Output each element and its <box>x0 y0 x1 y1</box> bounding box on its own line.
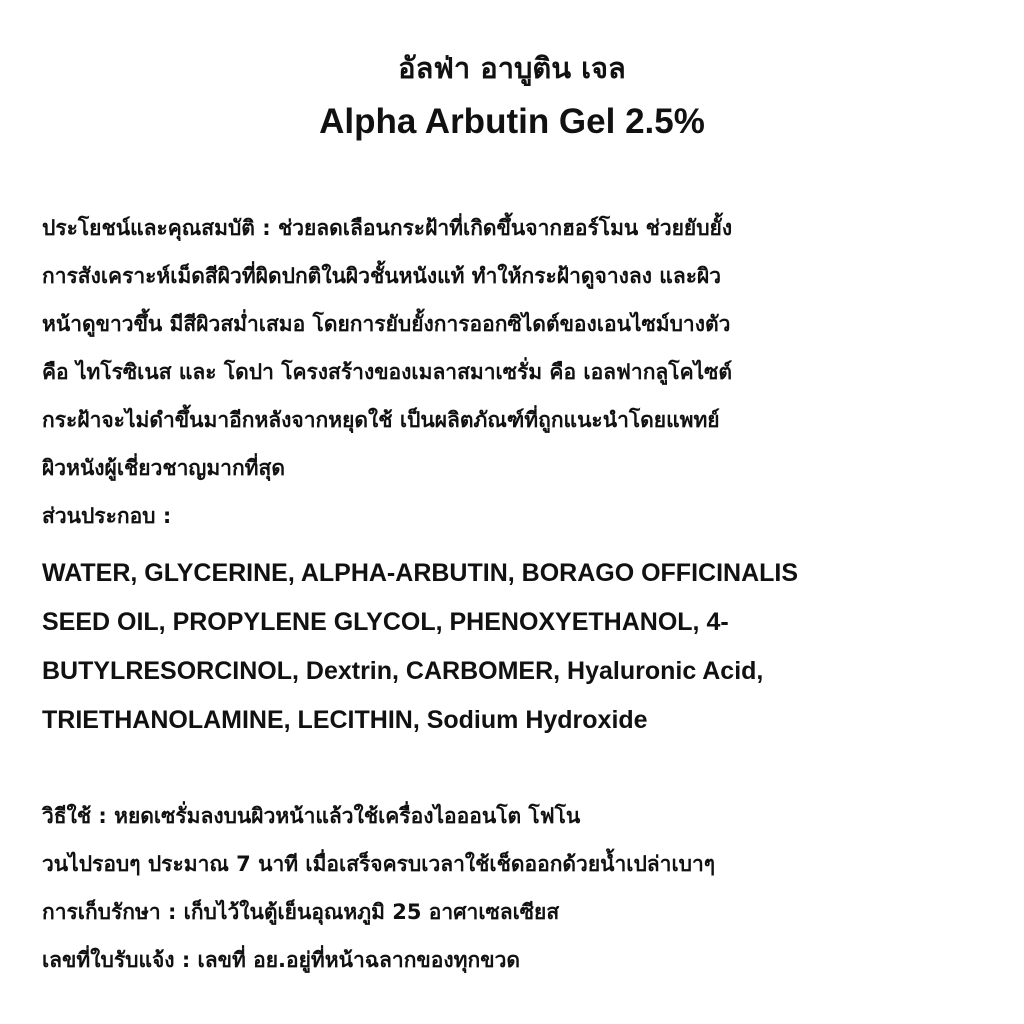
benefits-line: หน้าดูขาวขึ้น มีสีผิวสม่ำเสมอ โดยการยับยั้งการออกซิไดต์ของเอนไซม์บางตัว <box>42 312 731 336</box>
benefits-line: ประโยชน์และคุณสมบัติ : ช่วยลดเลือนกระฝ้าที่เกิดขึ้นจากฮอร์โมน ช่วยยับยั้ง <box>42 216 733 240</box>
ingredients-line: TRIETHANOLAMINE, LECITHIN, Sodium Hydroxide <box>42 706 648 734</box>
benefits-line: กระฝ้าจะไม่ดำขึ้นมาอีกหลังจากหยุดใช้ เป็นผลิตภัณฑ์ที่ถูกแนะนำโดยแพทย์ <box>42 408 720 432</box>
registration-number-line: เลขที่ใบรับแจ้ง : เลขที่ อย.อยู่ที่หน้าฉลากของทุกขวด <box>42 948 520 972</box>
product-title-thai: อัลฟ่า อาบูติน เจล <box>398 51 626 85</box>
usage-section <box>42 792 992 984</box>
benefits-section <box>42 204 992 540</box>
storage-line: การเก็บรักษา : เก็บไว้ในตู้เย็นอุณหภูมิ 25 อาศาเซลเซียส <box>42 900 560 924</box>
ingredients-line: SEED OIL, PROPYLENE GLYCOL, PHENOXYETHANOL, 4- <box>42 608 729 636</box>
ingredients-list <box>42 549 992 745</box>
benefits-line: การสังเคราะห์เม็ดสีผิวที่ผิดปกติในผิวชั้นหนังแท้ ทำให้กระฝ้าดูจางลง และผิว <box>42 264 722 288</box>
ingredients-line: BUTYLRESORCINOL, Dextrin, CARBOMER, Hyaluronic Acid, <box>42 657 764 685</box>
usage-instructions-line: วิธีใช้ : หยดเซรั่มลงบนผิวหน้าแล้วใช้เครื่องไอออนโต โฟโน <box>42 804 581 828</box>
benefits-line: ผิวหนังผู้เชี่ยวชาญมากที่สุด <box>42 456 285 480</box>
ingredients-heading: ส่วนประกอบ : <box>42 504 172 528</box>
usage-instructions-line: วนไปรอบๆ ประมาณ 7 นาที เมื่อเสร็จครบเวลาใช้เช็ดออกด้วยน้ำเปล่าเบาๆ <box>42 852 716 876</box>
ingredients-line: WATER, GLYCERINE, ALPHA-ARBUTIN, BORAGO OFFICINALIS <box>42 559 799 587</box>
product-title-english: Alpha Arbutin Gel 2.5% <box>319 102 705 141</box>
benefits-line: คือ ไทโรซิเนส และ โดปา โครงสร้างของเมลาสมาเซรั่ม คือ เอลฟากลูโคไซต์ <box>42 360 733 384</box>
